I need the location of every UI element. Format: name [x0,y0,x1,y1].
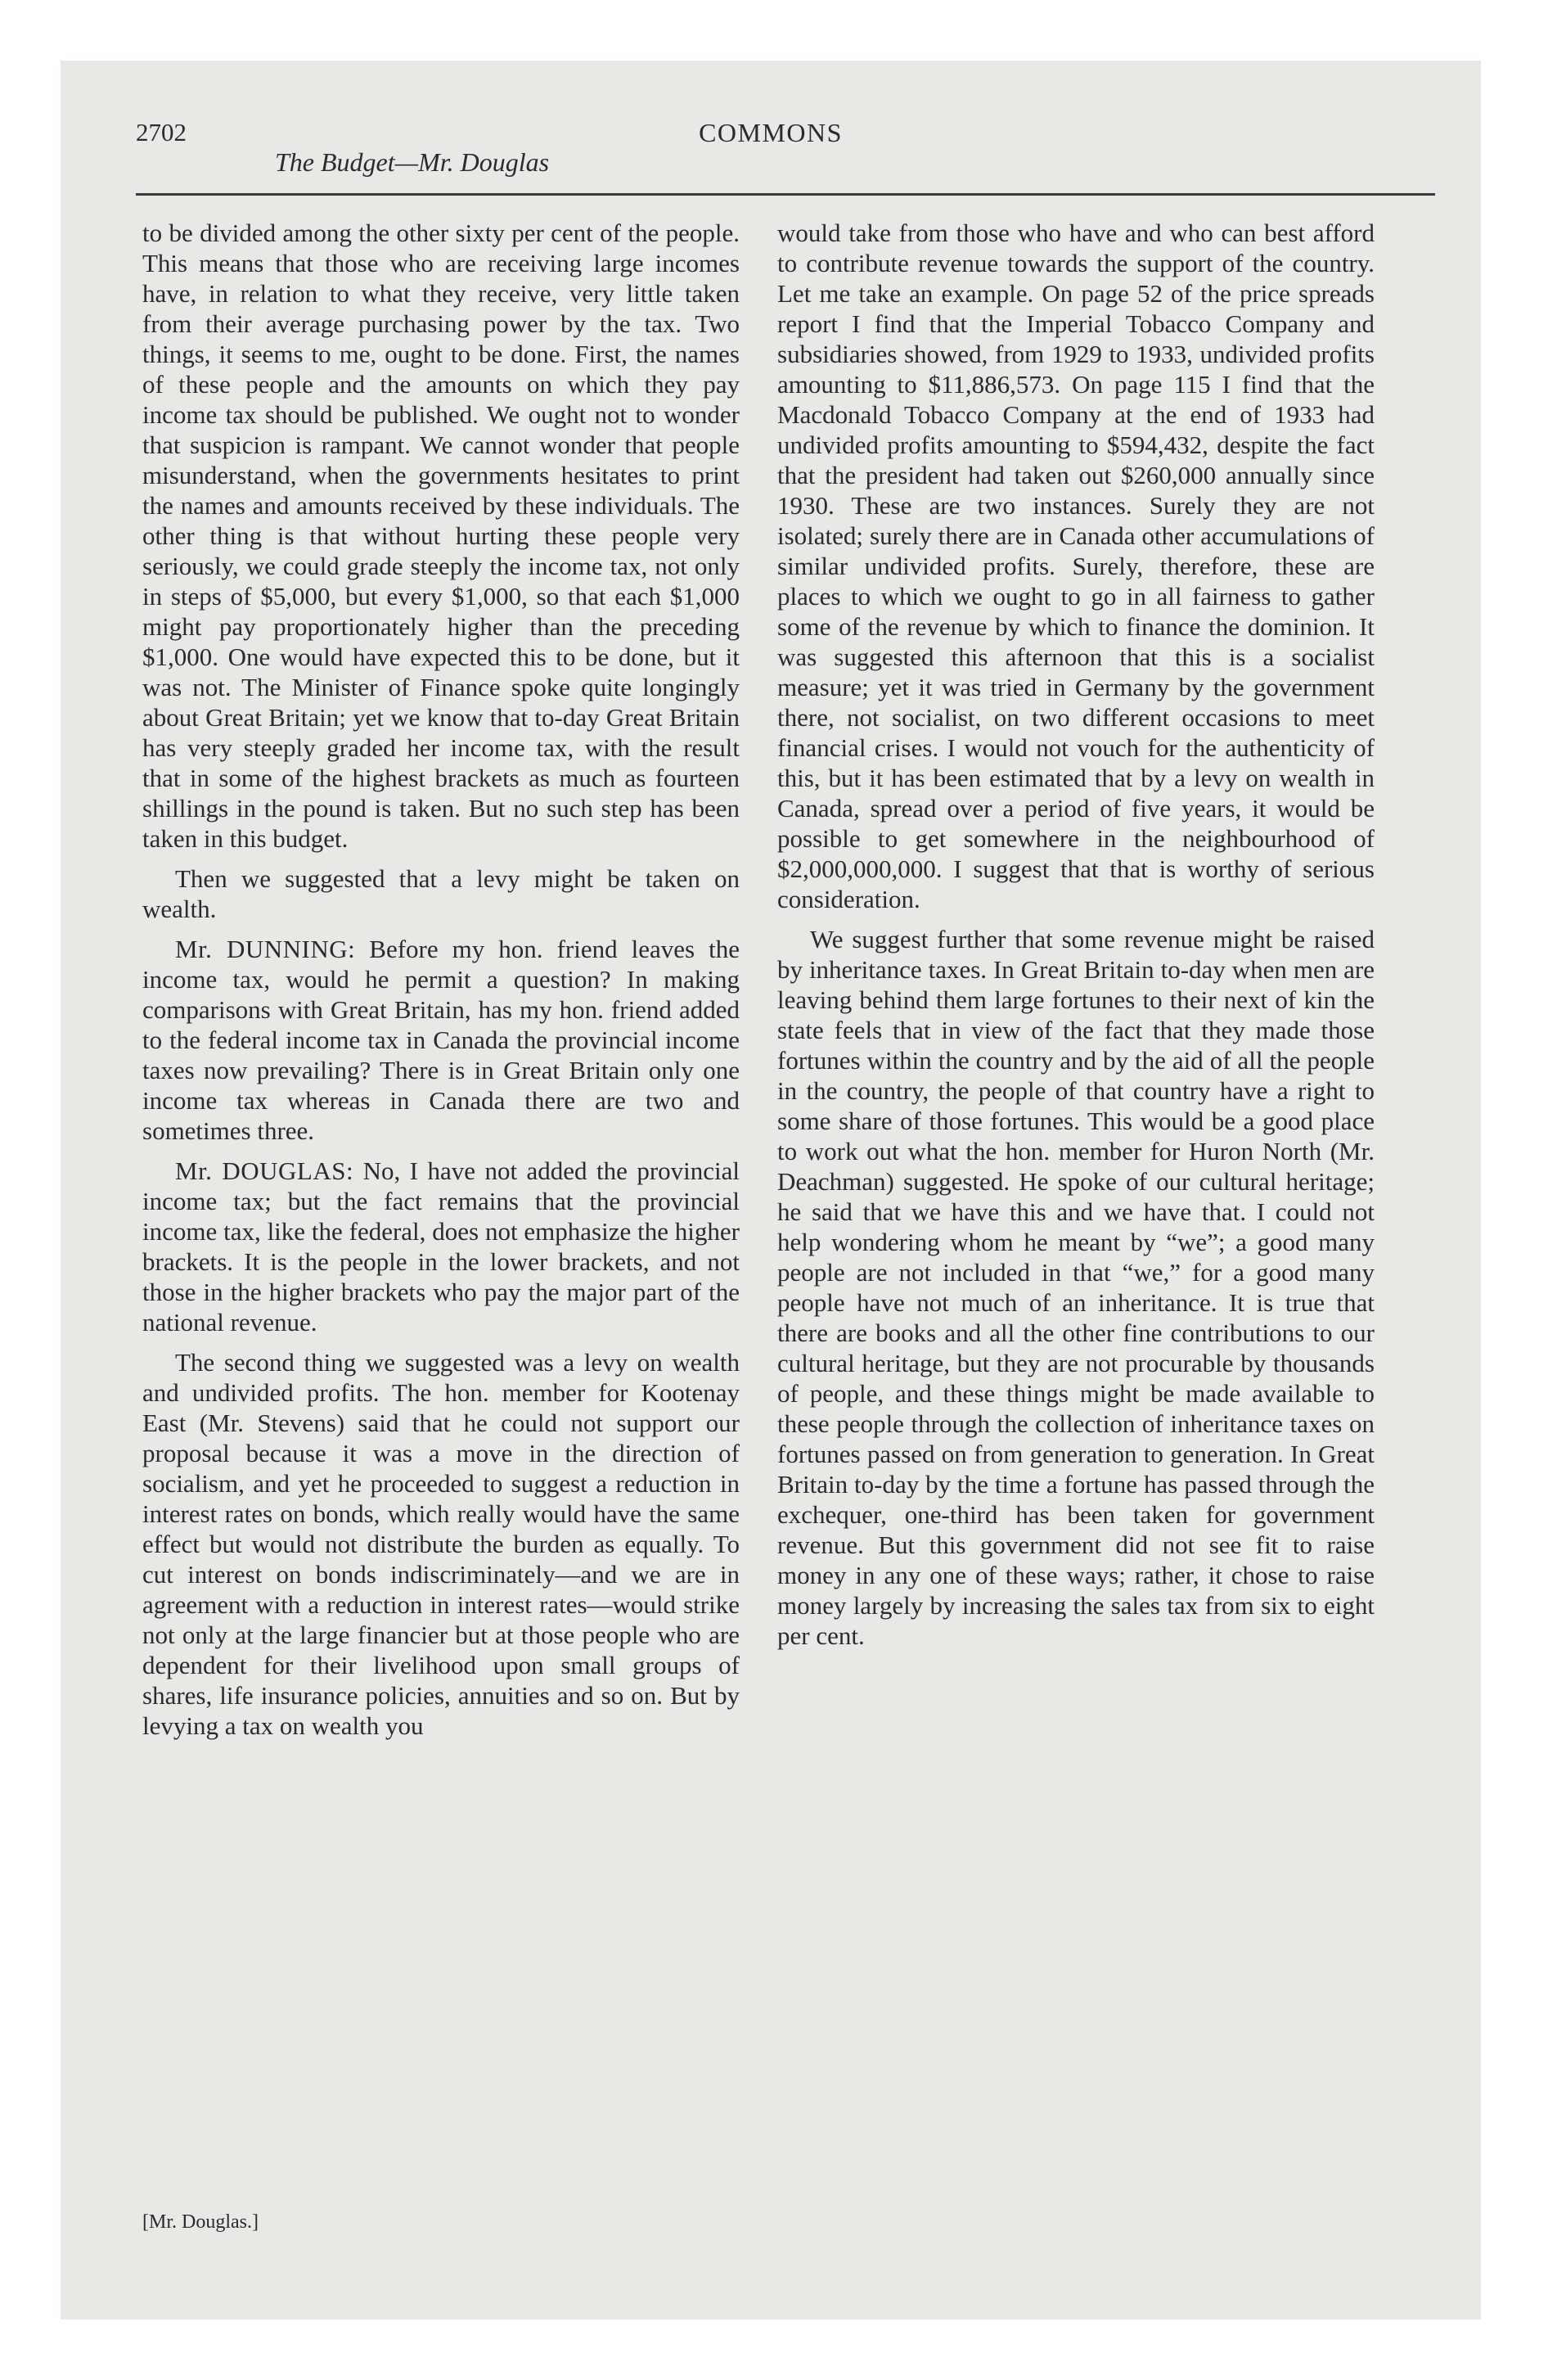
speech-text: No, I have not added the provincial income tax; but the fact remains that the provincial income tax, like the federal, does not emphasize the higher brackets. It is the people in the lower brackets, and not those in the higher brackets who pay the major part of the national revenue. [142,1156,740,1336]
right-column [777,218,1375,1661]
running-title: The Budget—Mr. Douglas [275,147,550,177]
paragraph: We suggest further that some revenue might be raised by inheritance taxes. In Great Britain to-day when men are leaving behind them large fortunes to their next of kin the state feels that in view of the fact that they made those fortunes within the country and by the aid of all the people in the country, the people of that country have a right to some share of those fortunes. This would be a good place to work out what the hon. member for Huron North (Mr. Deachman) suggested. He spoke of our cultural heritage; he said that we have this and we have that. I could not help wondering whom he meant by “we”; a good many people are not included in that “we,” for a good many people have not much of an inheritance. It is true that there are books and all the other fine contributions to our cultural heritage, but they are not procurable by thousands of people, and these things might be made available to these people through the collection of inheritance taxes on fortunes passed on from generation to generation. In Great Britain to-day by the time a fortune has passed through the exchequer, one-third has been taken for government revenue. But this government did not see fit to raise money in any one of these ways; rather, it chose to raise money largely by increasing the sales tax from six to eight per cent. [777,925,1375,1650]
left-column [142,218,740,1751]
speech-text: Before my hon. friend leaves the income tax, would he permit a question? In making comparisons with Great Britain, has my hon. friend added to the federal income tax in Canada the provincial income taxes now prevailing? There is in Great Britain only one income tax whereas in Canada there are two and sometimes three. [142,935,740,1145]
speaker-footer-note: [Mr. Douglas.] [142,2211,259,2233]
page-number: 2702 [136,118,187,146]
paragraph: would take from those who have and who can best afford to contribute revenue towards the support of the country. Let me take an example. On page 52 of the price spreads report I find that the Imperial Tobacco Company and subsidiaries showed, from 1929 to 1933, undivided profits amounting to $11,886,573. On page 115 I find that the Macdonald Tobacco Company at the end of 1933 had undivided profits amounting to $594,432, despite the fact that the president had taken out $260,000 annually since 1930. These are two instances. Surely they are not isolated; surely there are in Canada other accumulations of similar undivided profits. Surely, therefore, these are places to which we ought to go in all fairness to gather some of the revenue by which to finance the dominion. It was suggested this afternoon that this is a socialist measure; yet it was tried in Germany by the government there, not socialist, on two different occasions to meet financial crises. I would not vouch for the authenticity of this, but it has been estimated that by a levy on wealth in Canada, spread over a period of five years, it would be possible to get somewhere in the neighbourhood of $2,000,000,000. I suggest that that is worthy of serious consideration. [777,219,1375,913]
paragraph [142,1156,740,1337]
paragraph: to be divided among the other sixty per cent of the people. This means that those who are receiving large incomes have, in relation to what they receive, very little taken from their average purchasing power by the tax. Two things, it seems to me, ought to be done. First, the names of these people and the amounts on which they pay income tax should be published. We ought not to wonder that suspicion is rampant. We cannot wonder that people misunderstand, when the governments hesitates to print the names and amounts received by these individuals. The other thing is that without hurting these people very seriously, we could grade steeply the income tax, not only in steps of $5,000, but every $1,000, so that each $1,000 might pay proportionately higher than the preceding $1,000. One would have expected this to be done, but it was not. The Minister of Finance spoke quite longingly about Great Britain; yet we know that to-day Great Britain has very steeply graded her income tax, with the result that in some of the highest brackets as much as fourteen shillings in the pound is taken. But no such step has been taken in this budget. [142,219,740,853]
page-sheet [61,61,1481,2319]
speaker-name: Mr. DOUGLAS: [175,1156,354,1185]
paragraph [142,934,740,1146]
paragraph: Then we suggested that a levy might be taken on wealth. [142,864,740,923]
page-heading: COMMONS [699,118,843,147]
paragraph: The second thing we suggested was a levy on wealth and undivided profits. The hon. member for Kootenay East (Mr. Stevens) said that he could not support our proposal because it was a move in the direction of socialism, and yet he proceeded to suggest a reduction in interest rates on bonds, which really would have the same effect but would not distribute the burden as equally. To cut interest on bonds indiscriminately—and we are in agreement with a reduction in interest rates—would strike not only at the large financier but at those people who are dependent for their livelihood upon small groups of shares, life insurance policies, annuities and so on. But by levying a tax on wealth you [142,1348,740,1740]
speaker-name: Mr. DUNNING: [175,935,356,963]
header-rule [136,193,1435,196]
